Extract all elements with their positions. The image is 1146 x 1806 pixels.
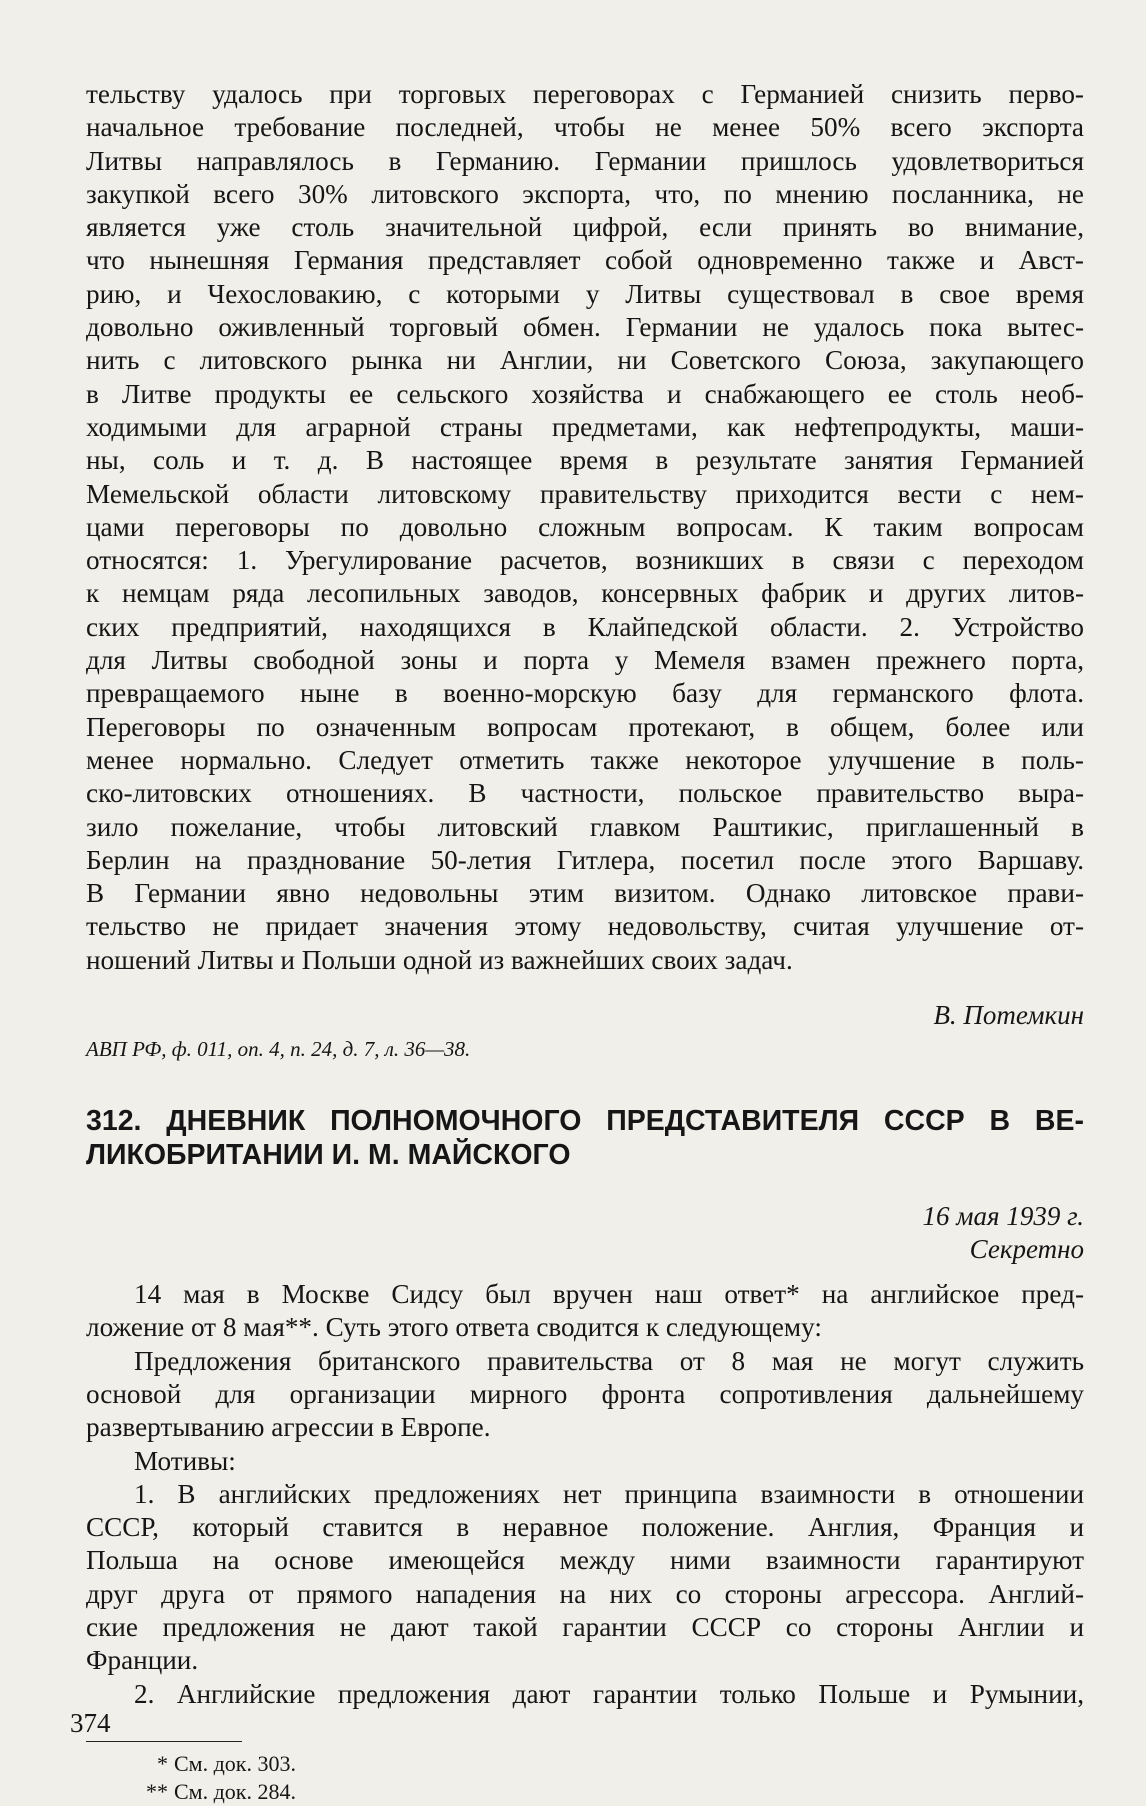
footnote-mark: *	[157, 1750, 168, 1776]
text-line: превращаемого ныне в военно-морскую базу для германского флота.	[86, 678, 1084, 709]
text-line: 2. Английские предложения дают гарантии только Польше и Румынии,	[134, 1678, 1084, 1709]
text-line: менее нормально. Следует отметить также некоторое улучшение в поль-	[86, 744, 1084, 775]
text-line: тельству удалось при торговых переговорах с Германией снизить перво-	[86, 79, 1084, 109]
footnote-divider	[86, 1741, 242, 1742]
text-line: начальное требование последней, чтобы не менее 50% всего экспорта	[86, 112, 1084, 143]
document-title-line-1: 312. ДНЕВНИК ПОЛНОМОЧНОГО ПРЕДСТАВИТЕЛЯ СССР В ВЕ-	[86, 1105, 1084, 1138]
signature: В. Потемкин	[933, 1000, 1084, 1031]
text-line: развертыванию агрессии в Европе.	[86, 1412, 491, 1443]
text-line: Мемельской области литовскому правительству приходится вести с нем-	[86, 478, 1084, 509]
footnote	[126, 1750, 1084, 1778]
text-line: Берлин на празднование 50-летия Гитлера, посетил после этого Варшаву.	[86, 844, 1084, 875]
previous-document-text	[86, 78, 1084, 977]
text-line: довольно оживленный торговый обмен. Германии не удалось пока вытес-	[86, 312, 1084, 343]
text-line: ложение от 8 мая**. Суть этого ответа сводится к следующему:	[86, 1312, 822, 1343]
text-line: ны, соль и т. д. В настоящее время в результате занятия Германией	[86, 445, 1084, 476]
date-block	[86, 1200, 1084, 1266]
text-line: ходимыми для аграрной страны предметами, как нефтепродукты, маши-	[86, 411, 1084, 442]
text-line: Литвы направлялось в Германию. Германии пришлось удовлетвориться	[86, 145, 1084, 176]
text-line: тельство не придает значения этому недовольству, считая улучшение от-	[86, 911, 1084, 942]
text-line: к немцам ряда лесопильных заводов, консервных фабрик и других литов-	[86, 578, 1084, 609]
text-line: является уже столь значительной цифрой, если принять во внимание,	[86, 212, 1084, 243]
footnote-text: См. док. 284.	[174, 1778, 296, 1804]
text-line: зило пожелание, чтобы литовский главком Раштикис, приглашенный в	[86, 811, 1084, 842]
footnote-text: См. док. 303.	[174, 1750, 296, 1776]
text-line: в Литве продукты ее сельского хозяйства и снабжающего ее столь необ-	[86, 378, 1084, 409]
footnote	[126, 1778, 1084, 1806]
footnotes	[86, 1750, 1084, 1806]
text-line: нить с литовского рынка ни Англии, ни Советского Союза, закупающего	[86, 345, 1084, 376]
footnote-mark: **	[146, 1778, 168, 1804]
text-line: В Германии явно недовольны этим визитом. Однако литовское прави-	[86, 878, 1084, 909]
document-title	[86, 1104, 1084, 1172]
text-line: основой для организации мирного фронта сопротивления дальнейшему	[86, 1378, 1084, 1409]
text-line: относятся: 1. Урегулирование расчетов, возникших в связи с переходом	[86, 545, 1084, 576]
text-line: 1. В английских предложениях нет принципа взаимности в отношении	[134, 1478, 1084, 1509]
classification-label: Секретно	[969, 1234, 1084, 1265]
text-line: ношений Литвы и Польши одной из важнейших своих задач.	[86, 944, 793, 975]
document-title-line-2: ЛИКОБРИТАНИИ И. М. МАЙСКОГО	[86, 1139, 571, 1172]
text-line: Переговоры по означенным вопросам протекают, в общем, более или	[86, 711, 1084, 742]
text-line: рию, и Чехословакию, с которыми у Литвы существовал в свое время	[86, 278, 1084, 309]
text-line: СССР, который ставится в неравное положение. Англия, Франция и	[86, 1512, 1084, 1543]
text-line: закупкой всего 30% литовского экспорта, что, по мнению посланника, не	[86, 178, 1084, 209]
text-line: Предложения британского правительства от 8 мая не могут служить	[134, 1345, 1084, 1376]
text-line: Мотивы:	[134, 1445, 236, 1476]
text-line: ско-литовских отношениях. В частности, польское правительство выра-	[86, 778, 1084, 809]
text-line: ские предложения не дают такой гарантии СССР со стороны Англии и	[86, 1611, 1084, 1642]
page-number: 374	[70, 1708, 111, 1738]
archive-reference: АВП РФ, ф. 011, оп. 4, п. 24, д. 7, л. 36—38.	[86, 1037, 471, 1062]
text-line: Франции.	[86, 1645, 199, 1676]
text-line: друг друга от прямого нападения на них со стороны агрессора. Англий-	[86, 1578, 1084, 1609]
text-line: для Литвы свободной зоны и порта у Мемеля взамен прежнего порта,	[86, 645, 1084, 676]
text-line: ских предприятий, находящихся в Клайпедской области. 2. Устройство	[86, 611, 1084, 642]
document-date: 16 мая 1939 г.	[922, 1201, 1084, 1232]
text-line: что нынешняя Германия представляет собой одновременно также и Авст-	[86, 245, 1084, 276]
text-line: 14 мая в Москве Сидсу был вручен наш ответ* на английское пред-	[134, 1279, 1084, 1310]
document-body	[86, 1278, 1084, 1711]
text-line: цами переговоры по довольно сложным вопросам. К таким вопросам	[86, 511, 1084, 542]
text-line: Польша на основе имеющейся между ними взаимности гарантируют	[86, 1545, 1084, 1576]
